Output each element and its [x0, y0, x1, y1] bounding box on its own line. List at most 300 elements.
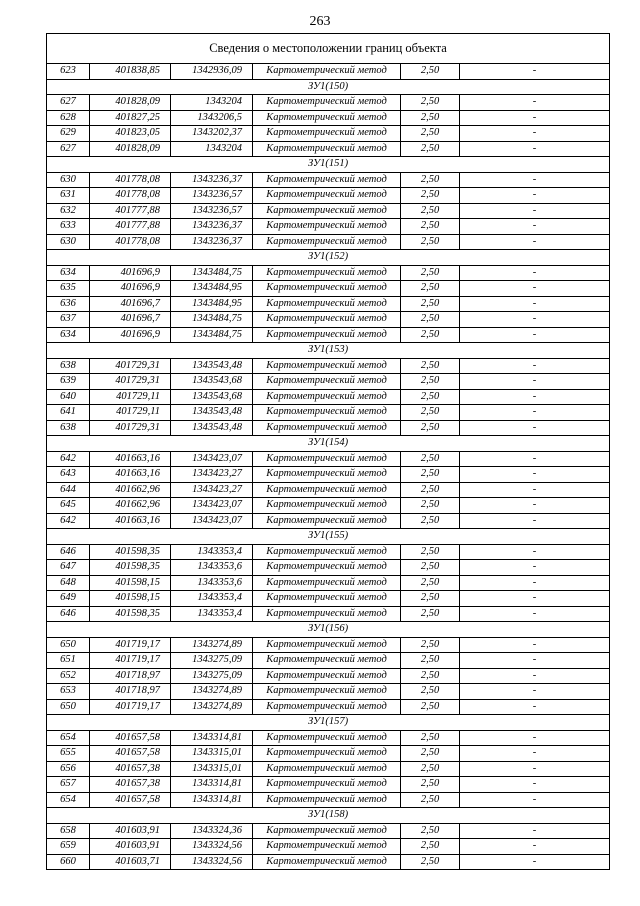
method-cell: Картометрический метод	[253, 482, 401, 498]
y-coordinate-cell: 1343236,37	[171, 219, 253, 235]
x-coordinate-cell: 401657,58	[90, 792, 171, 808]
group-label: ЗУ1(157)	[47, 715, 610, 731]
description-cell: -	[460, 823, 610, 839]
point-number-cell: 651	[47, 653, 90, 669]
accuracy-cell: 2,50	[401, 405, 460, 421]
y-coordinate-cell: 1343543,48	[171, 358, 253, 374]
description-cell: -	[460, 234, 610, 250]
x-coordinate-cell: 401838,85	[90, 64, 171, 80]
method-cell: Картометрический метод	[253, 405, 401, 421]
table-row	[47, 389, 610, 405]
point-number-cell: 643	[47, 467, 90, 483]
table-caption: Сведения о местоположении границ объекта	[47, 34, 610, 64]
point-number-cell: 657	[47, 777, 90, 793]
y-coordinate-cell: 1343315,01	[171, 761, 253, 777]
table-row	[47, 188, 610, 204]
x-coordinate-cell: 401729,11	[90, 389, 171, 405]
method-cell: Картометрический метод	[253, 668, 401, 684]
method-cell: Картометрический метод	[253, 637, 401, 653]
x-coordinate-cell: 401663,16	[90, 451, 171, 467]
table-row	[47, 746, 610, 762]
x-coordinate-cell: 401657,58	[90, 730, 171, 746]
accuracy-cell: 2,50	[401, 219, 460, 235]
accuracy-cell: 2,50	[401, 591, 460, 607]
boundary-coordinates-table	[46, 33, 610, 870]
description-cell: -	[460, 296, 610, 312]
method-cell: Картометрический метод	[253, 141, 401, 157]
table-row	[47, 358, 610, 374]
table-row	[47, 203, 610, 219]
x-coordinate-cell: 401603,71	[90, 854, 171, 870]
table-row	[47, 684, 610, 700]
table-row	[47, 64, 610, 80]
method-cell: Картометрический метод	[253, 126, 401, 142]
x-coordinate-cell: 401657,38	[90, 761, 171, 777]
boundary-table-container	[46, 33, 609, 870]
accuracy-cell: 2,50	[401, 684, 460, 700]
point-number-cell: 638	[47, 358, 90, 374]
x-coordinate-cell: 401729,31	[90, 358, 171, 374]
point-number-cell: 630	[47, 234, 90, 250]
y-coordinate-cell: 1342936,09	[171, 64, 253, 80]
y-coordinate-cell: 1343236,57	[171, 203, 253, 219]
y-coordinate-cell: 1343353,6	[171, 560, 253, 576]
accuracy-cell: 2,50	[401, 699, 460, 715]
accuracy-cell: 2,50	[401, 792, 460, 808]
x-coordinate-cell: 401828,09	[90, 95, 171, 111]
method-cell: Картометрический метод	[253, 203, 401, 219]
point-number-cell: 632	[47, 203, 90, 219]
point-number-cell: 629	[47, 126, 90, 142]
accuracy-cell: 2,50	[401, 823, 460, 839]
description-cell: -	[460, 389, 610, 405]
group-label: ЗУ1(152)	[47, 250, 610, 266]
x-coordinate-cell: 401598,35	[90, 560, 171, 576]
point-number-cell: 644	[47, 482, 90, 498]
method-cell: Картометрический метод	[253, 110, 401, 126]
x-coordinate-cell: 401662,96	[90, 482, 171, 498]
accuracy-cell: 2,50	[401, 761, 460, 777]
description-cell: -	[460, 544, 610, 560]
y-coordinate-cell: 1343423,27	[171, 482, 253, 498]
y-coordinate-cell: 1343315,01	[171, 746, 253, 762]
table-row	[47, 281, 610, 297]
point-number-cell: 631	[47, 188, 90, 204]
point-number-cell: 655	[47, 746, 90, 762]
table-group-row	[47, 715, 610, 731]
y-coordinate-cell: 1343274,89	[171, 637, 253, 653]
point-number-cell: 645	[47, 498, 90, 514]
point-number-cell: 654	[47, 730, 90, 746]
accuracy-cell: 2,50	[401, 839, 460, 855]
point-number-cell: 648	[47, 575, 90, 591]
y-coordinate-cell: 1343324,56	[171, 839, 253, 855]
point-number-cell: 646	[47, 606, 90, 622]
method-cell: Картометрический метод	[253, 172, 401, 188]
x-coordinate-cell: 401823,05	[90, 126, 171, 142]
table-row	[47, 839, 610, 855]
point-number-cell: 658	[47, 823, 90, 839]
x-coordinate-cell: 401598,15	[90, 575, 171, 591]
x-coordinate-cell: 401718,97	[90, 668, 171, 684]
table-row	[47, 575, 610, 591]
point-number-cell: 653	[47, 684, 90, 700]
method-cell: Картометрический метод	[253, 560, 401, 576]
accuracy-cell: 2,50	[401, 544, 460, 560]
point-number-cell: 638	[47, 420, 90, 436]
description-cell: -	[460, 560, 610, 576]
accuracy-cell: 2,50	[401, 126, 460, 142]
table-row	[47, 792, 610, 808]
y-coordinate-cell: 1343202,37	[171, 126, 253, 142]
table-row	[47, 544, 610, 560]
table-group-row	[47, 622, 610, 638]
accuracy-cell: 2,50	[401, 374, 460, 390]
point-number-cell: 640	[47, 389, 90, 405]
table-row	[47, 653, 610, 669]
x-coordinate-cell: 401778,08	[90, 172, 171, 188]
point-number-cell: 656	[47, 761, 90, 777]
accuracy-cell: 2,50	[401, 606, 460, 622]
y-coordinate-cell: 1343236,37	[171, 234, 253, 250]
x-coordinate-cell: 401696,9	[90, 265, 171, 281]
description-cell: -	[460, 668, 610, 684]
accuracy-cell: 2,50	[401, 560, 460, 576]
y-coordinate-cell: 1343324,36	[171, 823, 253, 839]
table-group-row	[47, 436, 610, 452]
table-row	[47, 777, 610, 793]
method-cell: Картометрический метод	[253, 296, 401, 312]
x-coordinate-cell: 401827,25	[90, 110, 171, 126]
description-cell: -	[460, 188, 610, 204]
y-coordinate-cell: 1343314,81	[171, 792, 253, 808]
description-cell: -	[460, 327, 610, 343]
method-cell: Картометрический метод	[253, 591, 401, 607]
point-number-cell: 650	[47, 699, 90, 715]
y-coordinate-cell: 1343543,48	[171, 405, 253, 421]
point-number-cell: 647	[47, 560, 90, 576]
description-cell: -	[460, 95, 610, 111]
description-cell: -	[460, 761, 610, 777]
x-coordinate-cell: 401603,91	[90, 839, 171, 855]
x-coordinate-cell: 401657,38	[90, 777, 171, 793]
table-row	[47, 730, 610, 746]
y-coordinate-cell: 1343484,95	[171, 281, 253, 297]
y-coordinate-cell: 1343236,37	[171, 172, 253, 188]
x-coordinate-cell: 401778,08	[90, 234, 171, 250]
x-coordinate-cell: 401663,16	[90, 467, 171, 483]
method-cell: Картометрический метод	[253, 188, 401, 204]
y-coordinate-cell: 1343274,89	[171, 684, 253, 700]
x-coordinate-cell: 401729,31	[90, 374, 171, 390]
description-cell: -	[460, 792, 610, 808]
description-cell: -	[460, 203, 610, 219]
accuracy-cell: 2,50	[401, 420, 460, 436]
method-cell: Картометрический метод	[253, 451, 401, 467]
method-cell: Картометрический метод	[253, 498, 401, 514]
table-row	[47, 467, 610, 483]
method-cell: Картометрический метод	[253, 606, 401, 622]
description-cell: -	[460, 699, 610, 715]
table-row	[47, 513, 610, 529]
description-cell: -	[460, 591, 610, 607]
x-coordinate-cell: 401729,31	[90, 420, 171, 436]
y-coordinate-cell: 1343274,89	[171, 699, 253, 715]
x-coordinate-cell: 401696,7	[90, 296, 171, 312]
y-coordinate-cell: 1343353,4	[171, 591, 253, 607]
table-row	[47, 265, 610, 281]
x-coordinate-cell: 401719,17	[90, 653, 171, 669]
accuracy-cell: 2,50	[401, 172, 460, 188]
method-cell: Картометрический метод	[253, 64, 401, 80]
accuracy-cell: 2,50	[401, 498, 460, 514]
accuracy-cell: 2,50	[401, 746, 460, 762]
y-coordinate-cell: 1343324,56	[171, 854, 253, 870]
method-cell: Картометрический метод	[253, 281, 401, 297]
method-cell: Картометрический метод	[253, 420, 401, 436]
y-coordinate-cell: 1343353,6	[171, 575, 253, 591]
method-cell: Картометрический метод	[253, 95, 401, 111]
accuracy-cell: 2,50	[401, 110, 460, 126]
table-caption-row	[47, 34, 610, 64]
description-cell: -	[460, 126, 610, 142]
y-coordinate-cell: 1343423,07	[171, 451, 253, 467]
method-cell: Картометрический метод	[253, 358, 401, 374]
accuracy-cell: 2,50	[401, 513, 460, 529]
point-number-cell: 652	[47, 668, 90, 684]
description-cell: -	[460, 746, 610, 762]
x-coordinate-cell: 401598,35	[90, 606, 171, 622]
description-cell: -	[460, 684, 610, 700]
method-cell: Картометрический метод	[253, 839, 401, 855]
accuracy-cell: 2,50	[401, 358, 460, 374]
description-cell: -	[460, 730, 610, 746]
description-cell: -	[460, 141, 610, 157]
method-cell: Картометрический метод	[253, 575, 401, 591]
table-row	[47, 405, 610, 421]
method-cell: Картометрический метод	[253, 265, 401, 281]
table-row	[47, 172, 610, 188]
accuracy-cell: 2,50	[401, 203, 460, 219]
method-cell: Картометрический метод	[253, 699, 401, 715]
point-number-cell: 654	[47, 792, 90, 808]
table-row	[47, 126, 610, 142]
accuracy-cell: 2,50	[401, 234, 460, 250]
y-coordinate-cell: 1343353,4	[171, 544, 253, 560]
description-cell: -	[460, 265, 610, 281]
method-cell: Картометрический метод	[253, 234, 401, 250]
x-coordinate-cell: 401828,09	[90, 141, 171, 157]
group-label: ЗУ1(155)	[47, 529, 610, 545]
table-row	[47, 591, 610, 607]
accuracy-cell: 2,50	[401, 64, 460, 80]
method-cell: Картометрический метод	[253, 513, 401, 529]
accuracy-cell: 2,50	[401, 637, 460, 653]
accuracy-cell: 2,50	[401, 389, 460, 405]
table-row	[47, 296, 610, 312]
accuracy-cell: 2,50	[401, 653, 460, 669]
table-row	[47, 482, 610, 498]
table-row	[47, 637, 610, 653]
description-cell: -	[460, 110, 610, 126]
table-group-row	[47, 250, 610, 266]
y-coordinate-cell: 1343275,09	[171, 653, 253, 669]
point-number-cell: 623	[47, 64, 90, 80]
description-cell: -	[460, 64, 610, 80]
x-coordinate-cell: 401662,96	[90, 498, 171, 514]
table-row	[47, 110, 610, 126]
method-cell: Картометрический метод	[253, 653, 401, 669]
point-number-cell: 642	[47, 451, 90, 467]
description-cell: -	[460, 172, 610, 188]
description-cell: -	[460, 374, 610, 390]
description-cell: -	[460, 451, 610, 467]
point-number-cell: 646	[47, 544, 90, 560]
point-number-cell: 637	[47, 312, 90, 328]
y-coordinate-cell: 1343484,75	[171, 312, 253, 328]
table-row	[47, 498, 610, 514]
x-coordinate-cell: 401603,91	[90, 823, 171, 839]
method-cell: Картометрический метод	[253, 730, 401, 746]
table-row	[47, 374, 610, 390]
point-number-cell: 659	[47, 839, 90, 855]
point-number-cell: 633	[47, 219, 90, 235]
accuracy-cell: 2,50	[401, 668, 460, 684]
point-number-cell: 634	[47, 265, 90, 281]
description-cell: -	[460, 420, 610, 436]
point-number-cell: 627	[47, 141, 90, 157]
description-cell: -	[460, 854, 610, 870]
table-group-row	[47, 79, 610, 95]
accuracy-cell: 2,50	[401, 467, 460, 483]
method-cell: Картометрический метод	[253, 389, 401, 405]
y-coordinate-cell: 1343423,07	[171, 513, 253, 529]
group-label: ЗУ1(151)	[47, 157, 610, 173]
x-coordinate-cell: 401719,17	[90, 637, 171, 653]
group-label: ЗУ1(156)	[47, 622, 610, 638]
method-cell: Картометрический метод	[253, 219, 401, 235]
point-number-cell: 630	[47, 172, 90, 188]
method-cell: Картометрический метод	[253, 374, 401, 390]
y-coordinate-cell: 1343275,09	[171, 668, 253, 684]
table-row	[47, 560, 610, 576]
accuracy-cell: 2,50	[401, 730, 460, 746]
accuracy-cell: 2,50	[401, 141, 460, 157]
y-coordinate-cell: 1343543,68	[171, 374, 253, 390]
description-cell: -	[460, 839, 610, 855]
x-coordinate-cell: 401696,9	[90, 281, 171, 297]
description-cell: -	[460, 358, 610, 374]
table-row	[47, 234, 610, 250]
group-label: ЗУ1(154)	[47, 436, 610, 452]
method-cell: Картометрический метод	[253, 327, 401, 343]
point-number-cell: 649	[47, 591, 90, 607]
description-cell: -	[460, 498, 610, 514]
accuracy-cell: 2,50	[401, 327, 460, 343]
point-number-cell: 634	[47, 327, 90, 343]
table-row	[47, 823, 610, 839]
table-row	[47, 699, 610, 715]
y-coordinate-cell: 1343206,5	[171, 110, 253, 126]
point-number-cell: 636	[47, 296, 90, 312]
description-cell: -	[460, 405, 610, 421]
x-coordinate-cell: 401663,16	[90, 513, 171, 529]
x-coordinate-cell: 401777,88	[90, 219, 171, 235]
method-cell: Картометрический метод	[253, 544, 401, 560]
description-cell: -	[460, 467, 610, 483]
table-row	[47, 420, 610, 436]
description-cell: -	[460, 637, 610, 653]
y-coordinate-cell: 1343484,75	[171, 327, 253, 343]
x-coordinate-cell: 401696,7	[90, 312, 171, 328]
method-cell: Картометрический метод	[253, 684, 401, 700]
method-cell: Картометрический метод	[253, 761, 401, 777]
x-coordinate-cell: 401598,15	[90, 591, 171, 607]
accuracy-cell: 2,50	[401, 451, 460, 467]
accuracy-cell: 2,50	[401, 281, 460, 297]
table-row	[47, 327, 610, 343]
description-cell: -	[460, 777, 610, 793]
method-cell: Картометрический метод	[253, 792, 401, 808]
x-coordinate-cell: 401657,58	[90, 746, 171, 762]
description-cell: -	[460, 513, 610, 529]
group-label: ЗУ1(153)	[47, 343, 610, 359]
method-cell: Картометрический метод	[253, 746, 401, 762]
description-cell: -	[460, 653, 610, 669]
accuracy-cell: 2,50	[401, 482, 460, 498]
point-number-cell: 628	[47, 110, 90, 126]
y-coordinate-cell: 1343484,95	[171, 296, 253, 312]
y-coordinate-cell: 1343314,81	[171, 777, 253, 793]
table-group-row	[47, 157, 610, 173]
x-coordinate-cell: 401729,11	[90, 405, 171, 421]
description-cell: -	[460, 575, 610, 591]
page-number: 263	[309, 14, 331, 29]
y-coordinate-cell: 1343204	[171, 95, 253, 111]
table-row	[47, 141, 610, 157]
point-number-cell: 627	[47, 95, 90, 111]
group-label: ЗУ1(158)	[47, 808, 610, 824]
y-coordinate-cell: 1343423,07	[171, 498, 253, 514]
table-row	[47, 312, 610, 328]
table-row	[47, 668, 610, 684]
table-row	[47, 219, 610, 235]
point-number-cell: 660	[47, 854, 90, 870]
table-group-row	[47, 529, 610, 545]
table-row	[47, 95, 610, 111]
accuracy-cell: 2,50	[401, 575, 460, 591]
description-cell: -	[460, 482, 610, 498]
description-cell: -	[460, 312, 610, 328]
method-cell: Картометрический метод	[253, 312, 401, 328]
x-coordinate-cell: 401598,35	[90, 544, 171, 560]
table-row	[47, 451, 610, 467]
accuracy-cell: 2,50	[401, 312, 460, 328]
point-number-cell: 642	[47, 513, 90, 529]
x-coordinate-cell: 401778,08	[90, 188, 171, 204]
table-row	[47, 761, 610, 777]
y-coordinate-cell: 1343423,27	[171, 467, 253, 483]
method-cell: Картометрический метод	[253, 777, 401, 793]
y-coordinate-cell: 1343236,57	[171, 188, 253, 204]
y-coordinate-cell: 1343543,48	[171, 420, 253, 436]
point-number-cell: 639	[47, 374, 90, 390]
table-row	[47, 854, 610, 870]
x-coordinate-cell: 401719,17	[90, 699, 171, 715]
y-coordinate-cell: 1343543,68	[171, 389, 253, 405]
table-group-row	[47, 343, 610, 359]
method-cell: Картометрический метод	[253, 823, 401, 839]
